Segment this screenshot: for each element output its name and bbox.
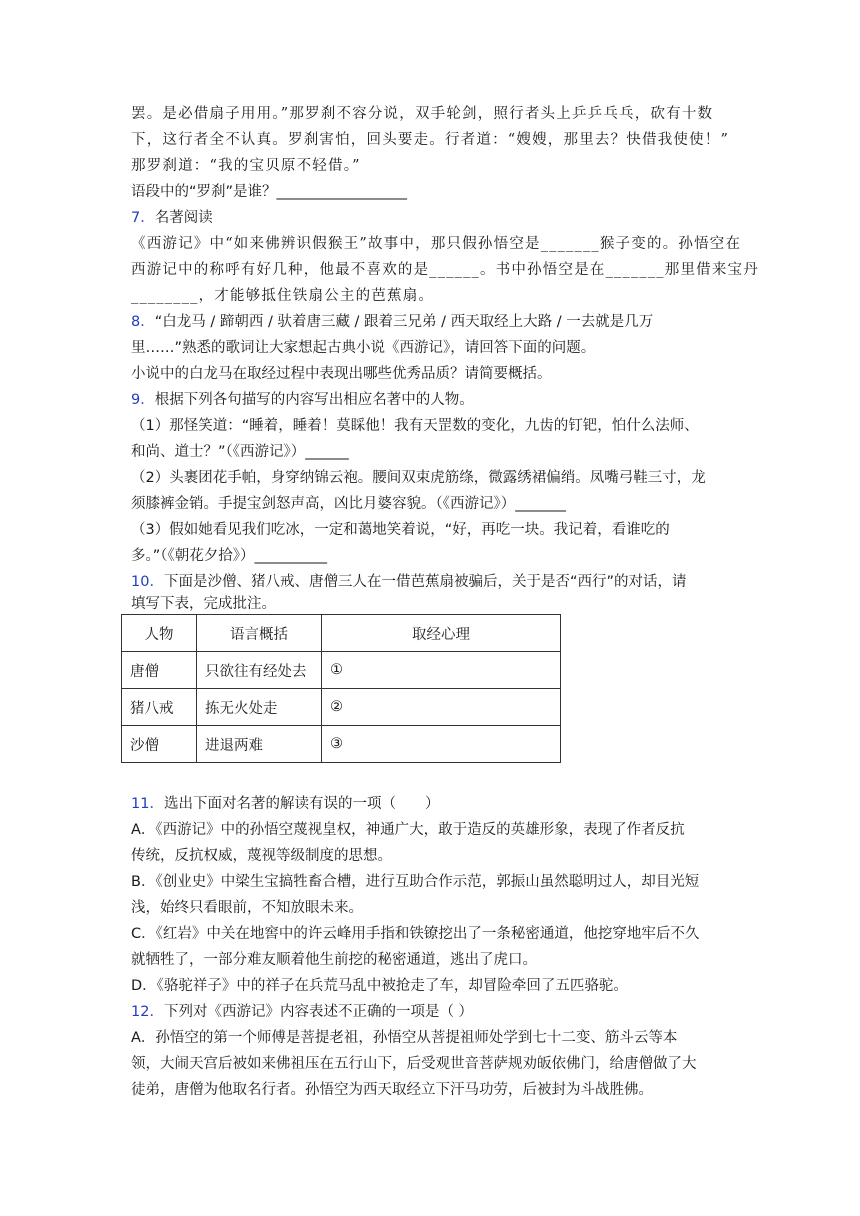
question-title: 下列对《西游记》内容表述不正确的一项是（ ） [163,1004,474,1020]
option-a: A．孙悟空的第一个师傅是菩提老祖，孙悟空从菩提祖师处学到七十二变、筋斗云等本 [131,1030,678,1046]
passage-line: 下，这行者全不认真。罗刹害怕，回头要走。行者道：“嫂嫂，那里去？快借我使使！” [131,132,730,148]
question-11-heading [131,794,439,814]
question-9-heading [131,390,474,410]
question-number: 7． [131,210,155,226]
table-row [122,726,561,763]
question-number: 9． [131,392,155,408]
option-d: D．《骆驼祥子》中的祥子在兵荒马乱中被抢走了车，却冒险牵回了五匹骆驼。 [131,978,628,994]
option-a-cont: 传统，反抗权威，蔑视等级制度的思想。 [131,848,392,864]
table-cell: ③ [322,726,561,763]
question-9-line: 须膝裤金销。手提宝剑怒声高，凶比月婆容貌。（《西游记》）_______ [131,496,566,512]
question-12-heading [131,1002,473,1022]
option-a-cont: 徒弟，唐僧为他取名行者。孙悟空为西天取经立下汗马功劳，后被封为斗战胜佛。 [131,1082,653,1098]
question-8-line: 里……”熟悉的歌词让大家想起古典小说《西游记》，请回答下面的问题。 [131,340,596,356]
question-number: 12． [131,1004,164,1020]
question-number: 10． [131,574,164,590]
question-9-line: 多。”（《朝花夕拾》）__________ [131,548,328,564]
question-title: 名著阅读 [154,210,213,226]
option-c-cont: 就牺牲了，一部分难友顺着他生前挖的秘密通道，逃出了虎口。 [131,952,537,968]
table-cell: 只欲往有经处去 [197,652,322,689]
table-header-cell: 人物 [122,615,197,652]
table-cell: ② [322,689,561,726]
table-cell: 进退两难 [197,726,322,763]
option-a: A．《西游记》中的孙悟空蔑视皇权，神通广大，敢于造反的英雄形象，表现了作者反抗 [131,822,685,838]
option-b: B．《创业史》中梁生宝搞牲畜合槽，进行互助合作示范，郭振山虽然聪明过人，却目光短 [131,874,700,890]
question-9-line: （2）头裹团花手帕，身穿纳锦云袍。腰间双束虎筋绦，微露绣裙偏绡。凤嘴弓鞋三寸，龙 [131,470,706,486]
question-9-line: （1）那怪笑道：“睡着，睡着！莫睬他！我有天罡数的变化，九齿的钉钯，怕什么法师、 [131,418,699,434]
question-7-line: 《西游记》中“如来佛辨识假猴王”故事中，那只假孙悟空是_______猴子变的。孙悟空在 [131,236,742,252]
table-cell: 沙僧 [122,726,197,763]
option-b-cont: 浅，始终只看眼前，不知放眼未来。 [131,900,363,916]
question-9-line: （3）假如她看见我们吃冰，一定和蔼地笑着说，“好，再吃一块。我记着，看谁吃的 [131,522,670,538]
option-c: C．《红岩》中关在地窖中的许云峰用手指和铁镣挖出了一条秘密通道，他挖穿地牢后不久 [131,926,700,942]
table-cell: 猪八戒 [122,689,197,726]
table-cell: 唐僧 [122,652,197,689]
option-a-cont: 领，大闹天宫后被如来佛祖压在五行山下，后受观世音菩萨规劝皈依佛门，给唐僧做了大 [131,1056,697,1072]
passage-line: 那罗刹道：“我的宝贝原不轻借。” [131,158,361,174]
question-8-heading [131,312,653,332]
question-8-line: 小说中的白龙马在取经过程中表现出哪些优秀品质？请简要概括。 [131,366,552,382]
question-title: 选出下面对名著的解读有误的一项（ ） [163,796,440,812]
table-header-cell: 语言概括 [197,615,322,652]
table-header-row [122,615,561,652]
question-9-line: 和尚、道士？”（《西游记》）______ [131,444,349,460]
table-cell: 拣无火处走 [197,689,322,726]
table-row [122,652,561,689]
question-line: “白龙马 / 蹄朝西 / 驮着唐三藏 / 跟着三兄弟 / 西天取经上大路 / 一去就是几万 [154,314,654,330]
question-7-line: 西游记中的称呼有好几种，他最不喜欢的是______。书中孙悟空是在_______那里借来宝丹 [131,262,759,278]
table-row [122,689,561,726]
question-10-heading [131,572,686,592]
question-line: 下面是沙僧、猪八戒、唐僧三人在一借芭蕉扇被骗后，关于是否“西行”的对话，请 [163,574,687,590]
question-7-line: ________，才能够抵住铁扇公主的芭蕉扇。 [131,288,435,304]
passage-line: 罢。是必借扇子用用。”那罗刹不容分说，双手轮剑，照行者头上乒乒乓乓，砍有十数 [131,106,714,122]
answer-table [121,614,561,763]
table-header-cell: 取经心理 [322,615,561,652]
question-number: 11． [131,796,164,812]
question-title: 根据下列各句描写的内容写出相应名著中的人物。 [154,392,474,408]
table-cell: ① [322,652,561,689]
question-7-heading [131,208,213,228]
passage-question: 语段中的“罗刹”是谁？__________________ [131,184,408,200]
question-10-line: 填写下表，完成批注。 [131,596,276,612]
question-number: 8． [131,314,155,330]
